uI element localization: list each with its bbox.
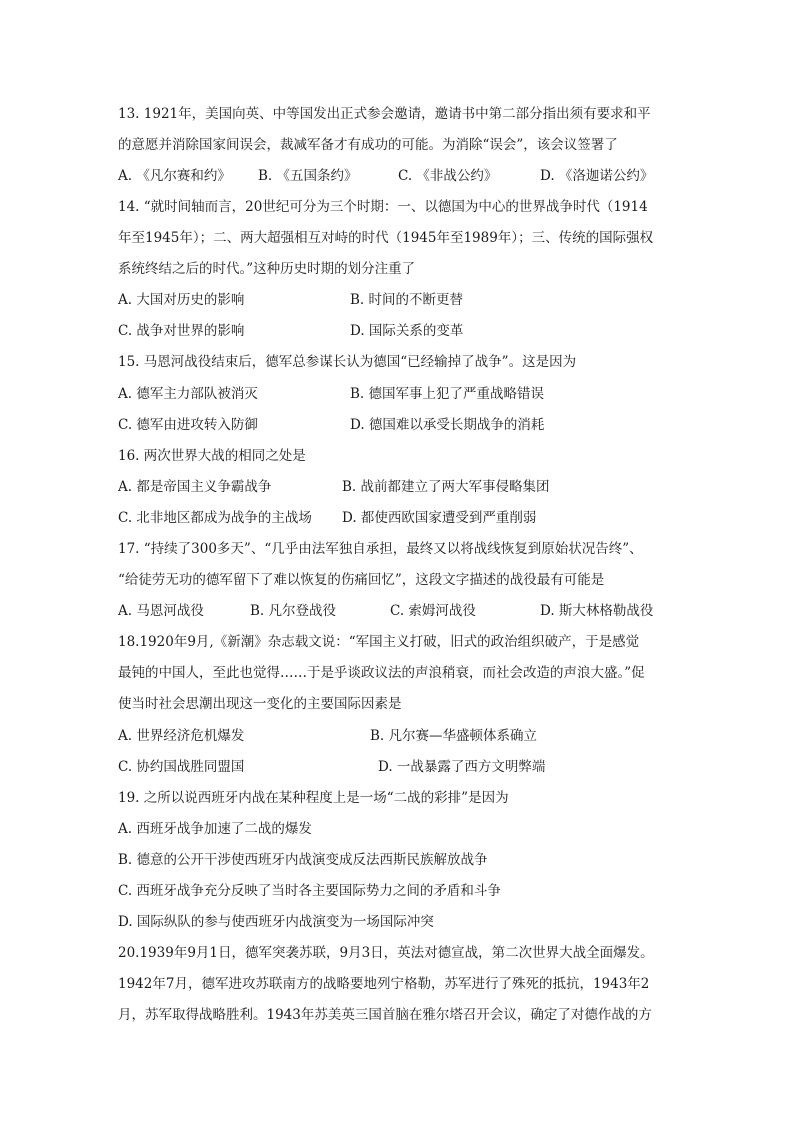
question-20-line-2: 1942年7月，德军进攻苏联南方的战略要地列宁格勒，苏军进行了殊死的抵抗，1943年2: [118, 976, 650, 992]
question-20-line-1: 20.1939年9月1日，德军突袭苏联，9月3日，英法对德宣战，第二次世界大战全面爆发。: [118, 945, 654, 961]
question-18-option-a: A. 世界经济危机爆发: [118, 728, 245, 744]
question-15-option-d: D. 德国难以承受长期战争的消耗: [350, 417, 545, 433]
question-13-option-b: B. 《五国条约》: [258, 168, 358, 184]
question-13-option-a: A. 《凡尔赛和约》: [118, 168, 231, 184]
question-19-option-c: C. 西班牙战争充分反映了当时各主要国际势力之间的矛盾和斗争: [118, 883, 501, 899]
question-14-line-1: 14. “就时间轴而言，20世纪可分为三个时期：一、以德国为中心的世界战争时代（1914: [118, 199, 648, 215]
question-15-option-c: C. 德军由进攻转入防御: [118, 417, 258, 433]
question-15-option-a: A. 德军主力部队被消灭: [118, 386, 258, 402]
question-14-option-c: C. 战争对世界的影响: [118, 323, 245, 339]
question-18-option-d: D. 一战暴露了西方文明弊端: [378, 759, 546, 775]
question-18-line-1: 18.1920年9月,《新潮》杂志载文说：“军国主义打破，旧式的政治组织破产，于是感觉: [118, 634, 640, 650]
question-17-option-b: B. 凡尔登战役: [250, 603, 337, 619]
question-18-line-2: 最钝的中国人，至此也觉得……于是乎谈政议法的声浪稍衰，而社会改造的声浪大盛。”促: [118, 665, 645, 681]
question-18-option-b: B. 凡尔赛—华盛顿体系确立: [370, 728, 538, 744]
question-13-option-d: D. 《洛迦诺公约》: [540, 168, 654, 184]
question-18-line-3: 使当时社会思潮出现这一变化的主要国际因素是: [118, 696, 402, 712]
question-17-option-a: A. 马恩河战役: [118, 603, 204, 619]
question-14-option-d: D. 国际关系的变革: [350, 323, 464, 339]
question-14-line-2: 年至1945年）；二、两大超强相互对峙的时代（1945年至1989年）；三、传统的国际强权: [118, 230, 654, 246]
question-19-option-b: B. 德意的公开干涉使西班牙内战演变成反法西斯民族解放战争: [118, 852, 488, 868]
question-16-option-d: D. 都使西欧国家遭受到严重削弱: [342, 510, 537, 526]
question-14-option-b: B. 时间的不断更替: [350, 292, 464, 308]
question-15-line-1: 15. 马恩河战役结束后，德军总参谋长认为德国“已经输掉了战争”。这是因为: [118, 354, 577, 370]
question-15-option-b: B. 德国军事上犯了严重战略错误: [350, 386, 545, 402]
question-19-option-d: D. 国际纵队的参与使西班牙内战演变为一场国际冲突: [118, 914, 434, 930]
question-16-option-b: B. 战前都建立了两大军事侵略集团: [342, 479, 550, 495]
question-13-line-2: 的意愿并消除国家间误会，裁减军备才有成功的可能。为消除“误会”，该会议签署了: [118, 137, 618, 153]
question-13-option-c: C. 《非战公约》: [398, 168, 498, 184]
question-16-line-1: 16. 两次世界大战的相同之处是: [118, 448, 306, 464]
question-20-line-3: 月，苏军取得战略胜利。1943年苏美英三国首脑在雅尔塔召开会议，确定了对德作战的方: [118, 1007, 652, 1023]
question-19-line-1: 19. 之所以说西班牙内战在某种程度上是一场“二战的彩排”是因为: [118, 790, 509, 806]
question-17-line-2: “给徒劳无功的德军留下了难以恢复的伤痛回忆”，这段文字描述的战役最有可能是: [118, 572, 605, 588]
question-17-option-c: C. 索姆河战役: [390, 603, 476, 619]
question-14-line-3: 系统终结之后的时代。”这种历史时期的划分注重了: [118, 261, 416, 277]
question-17-option-d: D. 斯大林格勒战役: [540, 603, 654, 619]
question-19-option-a: A. 西班牙战争加速了二战的爆发: [118, 821, 312, 837]
question-17-line-1: 17. “持续了300多天”、“几乎由法军独自承担，最终又以将战线恢复到原始状况告终”、: [118, 541, 643, 557]
question-16-option-c: C. 北非地区都成为战争的主战场: [118, 510, 312, 526]
question-14-option-a: A. 大国对历史的影响: [118, 292, 245, 308]
question-16-option-a: A. 都是帝国主义争霸战争: [118, 479, 272, 495]
question-18-option-c: C. 协约国战胜同盟国: [118, 759, 245, 775]
question-13-line-1: 13. 1921年，美国向英、中等国发出正式参会邀请，邀请书中第二部分指出须有要求和平: [118, 106, 651, 122]
